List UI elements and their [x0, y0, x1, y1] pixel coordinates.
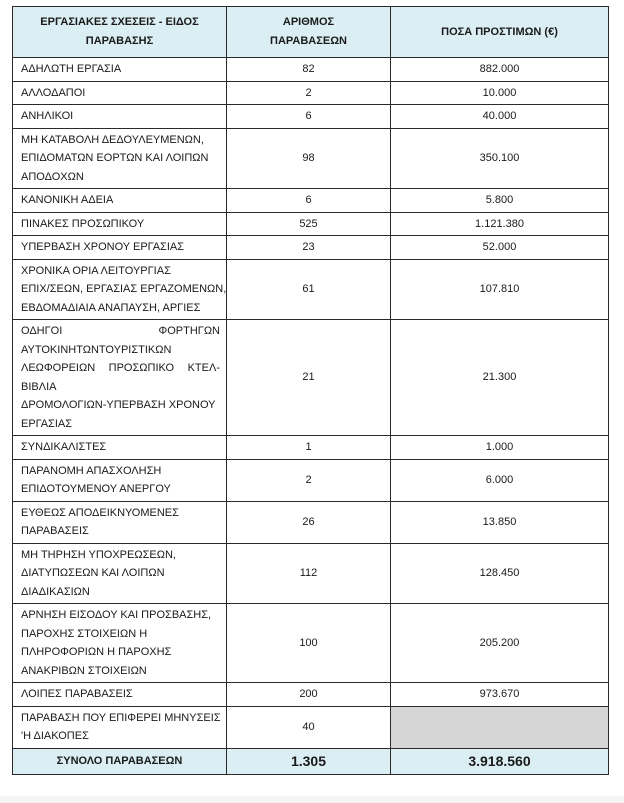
total-row: [13, 748, 609, 774]
fine-amount: 107.810: [391, 259, 609, 320]
table-row: [13, 105, 609, 129]
description-line: ΠΑΡΟΧΗΣ ΣΤΟΙΧΕΙΩΝ Η: [21, 627, 148, 640]
description-line: ΑΛΛΟΔΑΠΟΙ: [21, 86, 86, 99]
table-row: [13, 501, 609, 543]
violation-description: [13, 259, 227, 320]
description-line: ΠΙΝΑΚΕΣ ΠΡΟΣΩΠΙΚΟΥ: [21, 217, 145, 230]
violation-description: [13, 58, 227, 82]
violation-description: [13, 459, 227, 501]
header-line: ΠΟΣΑ ΠΡΟΣΤΙΜΩΝ (€): [441, 25, 558, 38]
description-line: ΑΔΗΛΩΤΗ ΕΡΓΑΣΙΑ: [21, 63, 122, 75]
fine-amount: 205.200: [391, 604, 609, 683]
fine-amount: 128.450: [391, 543, 609, 604]
violation-description: [13, 81, 227, 105]
fine-amount: 1.121.380: [391, 212, 609, 236]
violation-count: 61: [227, 259, 391, 320]
table-row: [13, 436, 609, 460]
violation-count: 21: [227, 320, 391, 436]
page-bottom-edge: [0, 796, 624, 803]
fine-amount: 882.000: [391, 58, 609, 82]
description-line: ΕΠΙΧ/ΣΕΩΝ, ΕΡΓΑΣΙΑΣ ΕΡΓΑΖΟΜΕΝΩΝ,: [21, 283, 227, 295]
violation-description: [13, 105, 227, 129]
table-row: [13, 259, 609, 320]
description-line: ΔΡΟΜΟΛΟΓΙΩΝ-ΥΠΕΡΒΑΣΗ ΧΡΟΝΟΥ: [21, 399, 216, 411]
violations-table: [12, 6, 609, 775]
description-line: ΕΒΔΟΜΑΔΙΑΙΑ ΑΝΑΠΑΥΣΗ, ΑΡΓΙΕΣ: [21, 301, 201, 314]
description-line: ΛΟΙΠΕΣ ΠΑΡΑΒΑΣΕΙΣ: [21, 688, 133, 700]
violation-description: [13, 501, 227, 543]
fine-amount: 13.850: [391, 501, 609, 543]
fine-amount: 10.000: [391, 81, 609, 105]
header-line: ΑΡΙΘΜΟΣ: [282, 16, 335, 28]
violation-description: [13, 436, 227, 460]
violation-count: 98: [227, 128, 391, 189]
description-line: ΟΔΗΓΟΙ ΦΟΡΤΗΓΩΝ: [21, 325, 220, 337]
violation-count: 1: [227, 436, 391, 460]
description-line: ΠΑΡΑΝΟΜΗ ΑΠΑΣΧΟΛΗΣΗ: [21, 464, 162, 477]
description-line: ΜΗ ΤΗΡΗΣΗ ΥΠΟΧΡΕΩΣΕΩΝ,: [21, 548, 176, 561]
description-line: ΑΝΗΛΙΚΟΙ: [21, 110, 74, 122]
table-row: [13, 81, 609, 105]
total-amount: 3.918.560: [391, 748, 609, 774]
violation-count: 6: [227, 105, 391, 129]
description-line: ΕΠΙΔΟΜΑΤΩΝ ΕΟΡΤΩΝ ΚΑΙ ΛΟΙΠΩΝ: [21, 152, 209, 164]
violation-description: [13, 212, 227, 236]
table-row: [13, 128, 609, 189]
violation-count: 200: [227, 683, 391, 707]
description-line: ΥΠΕΡΒΑΣΗ ΧΡΟΝΟΥ ΕΡΓΑΣΙΑΣ: [21, 241, 185, 253]
total-count: 1.305: [227, 748, 391, 774]
fine-amount: 6.000: [391, 459, 609, 501]
description-line: ΛΕΩΦΟΡΕΙΩΝ ΠΡΟΣΩΠΙΚΟ ΚΤΕΛ-: [21, 362, 220, 374]
violation-description: [13, 320, 227, 436]
violation-count: 112: [227, 543, 391, 604]
fine-amount: 5.800: [391, 189, 609, 213]
violation-description: [13, 236, 227, 260]
fine-amount: 21.300: [391, 320, 609, 436]
header-count: [227, 7, 391, 58]
violation-description: [13, 706, 227, 748]
table-row: [13, 236, 609, 260]
violation-count: 2: [227, 81, 391, 105]
description-line: ΣΥΝΔΙΚΑΛΙΣΤΕΣ: [21, 441, 107, 453]
description-line: ΚΑΝΟΝΙΚΗ ΑΔΕΙΑ: [21, 194, 114, 206]
table-row: [13, 706, 609, 748]
description-line: ΒΙΒΛΙΑ: [21, 380, 57, 393]
violation-description: [13, 604, 227, 683]
description-line: ΧΡΟΝΙΚΑ ΟΡΙΑ ΛΕΙΤΟΥΡΓΙΑΣ: [21, 264, 171, 277]
description-line: 'Η ΔΙΑΚΟΠΕΣ: [21, 730, 89, 742]
violation-description: [13, 543, 227, 604]
description-line: ΕΠΙΔΟΤΟΥΜΕΝΟΥ ΑΝΕΡΓΟΥ: [21, 483, 171, 495]
description-line: ΕΥΘΕΩΣ ΑΠΟΔΕΙΚΝΥΟΜΕΝΕΣ: [21, 506, 179, 519]
header-line: ΠΑΡΑΒΑΣΕΩΝ: [270, 35, 347, 47]
violation-count: 525: [227, 212, 391, 236]
table-row: [13, 604, 609, 683]
fine-amount: 973.670: [391, 683, 609, 707]
description-line: ΠΑΡΑΒΑΣΗ ΠΟΥ ΕΠΙΦΕΡΕΙ ΜΗΝΥΣΕΙΣ: [21, 711, 221, 724]
violation-count: 6: [227, 189, 391, 213]
total-label: ΣΥΝΟΛΟ ΠΑΡΑΒΑΣΕΩΝ: [13, 748, 227, 774]
fine-amount-empty: [391, 706, 609, 748]
violation-count: 26: [227, 501, 391, 543]
fine-amount: 350.100: [391, 128, 609, 189]
description-line: ΔΙΑΔΙΚΑΣΙΩΝ: [21, 585, 90, 598]
fine-amount: 1.000: [391, 436, 609, 460]
table-row: [13, 543, 609, 604]
table-row: [13, 683, 609, 707]
description-line: ΔΙΑΤΥΠΩΣΕΩΝ ΚΑΙ ΛΟΙΠΩΝ: [21, 567, 165, 579]
table-row: [13, 189, 609, 213]
violation-count: 23: [227, 236, 391, 260]
description-line: ΑΡΝΗΣΗ ΕΙΣΟΔΟΥ ΚΑΙ ΠΡΟΣΒΑΣΗΣ,: [21, 609, 212, 621]
header-line: ΠΑΡΑΒΑΣΗΣ: [85, 35, 154, 47]
description-line: ΑΥΤΟΚΙΝΗΤΩΝΤΟΥΡΙΣΤΙΚΩΝ: [21, 343, 172, 356]
header-line: ΕΡΓΑΣΙΑΚΕΣ ΣΧΕΣΕΙΣ - ΕΙΔΟΣ: [40, 16, 199, 28]
fine-amount: 40.000: [391, 105, 609, 129]
header-violation-type: [13, 7, 227, 58]
description-line: ΜΗ ΚΑΤΑΒΟΛΗ ΔΕΔΟΥΛΕΥΜΕΝΩΝ,: [21, 133, 204, 146]
table-row: [13, 459, 609, 501]
description-line: ΕΡΓΑΣΙΑΣ: [21, 417, 73, 430]
description-line: ΑΝΑΚΡΙΒΩΝ ΣΤΟΙΧΕΙΩΝ: [21, 664, 147, 677]
description-line: ΑΠΟΔΟΧΩΝ: [21, 170, 84, 183]
table-body: [13, 58, 609, 749]
description-line: ΠΛΗΡΟΦΟΡΙΩΝ Η ΠΑΡΟΧΗΣ: [21, 646, 172, 658]
description-line: ΠΑΡΑΒΑΣΕΙΣ: [21, 525, 89, 537]
header-row: [13, 7, 609, 58]
fine-amount: 52.000: [391, 236, 609, 260]
violation-count: 2: [227, 459, 391, 501]
violation-description: [13, 128, 227, 189]
header-fines: [391, 7, 609, 58]
violation-description: [13, 683, 227, 707]
violation-description: [13, 189, 227, 213]
table-row: [13, 58, 609, 82]
table-row: [13, 320, 609, 436]
violation-count: 100: [227, 604, 391, 683]
violation-count: 82: [227, 58, 391, 82]
violation-count: 40: [227, 706, 391, 748]
table-row: [13, 212, 609, 236]
